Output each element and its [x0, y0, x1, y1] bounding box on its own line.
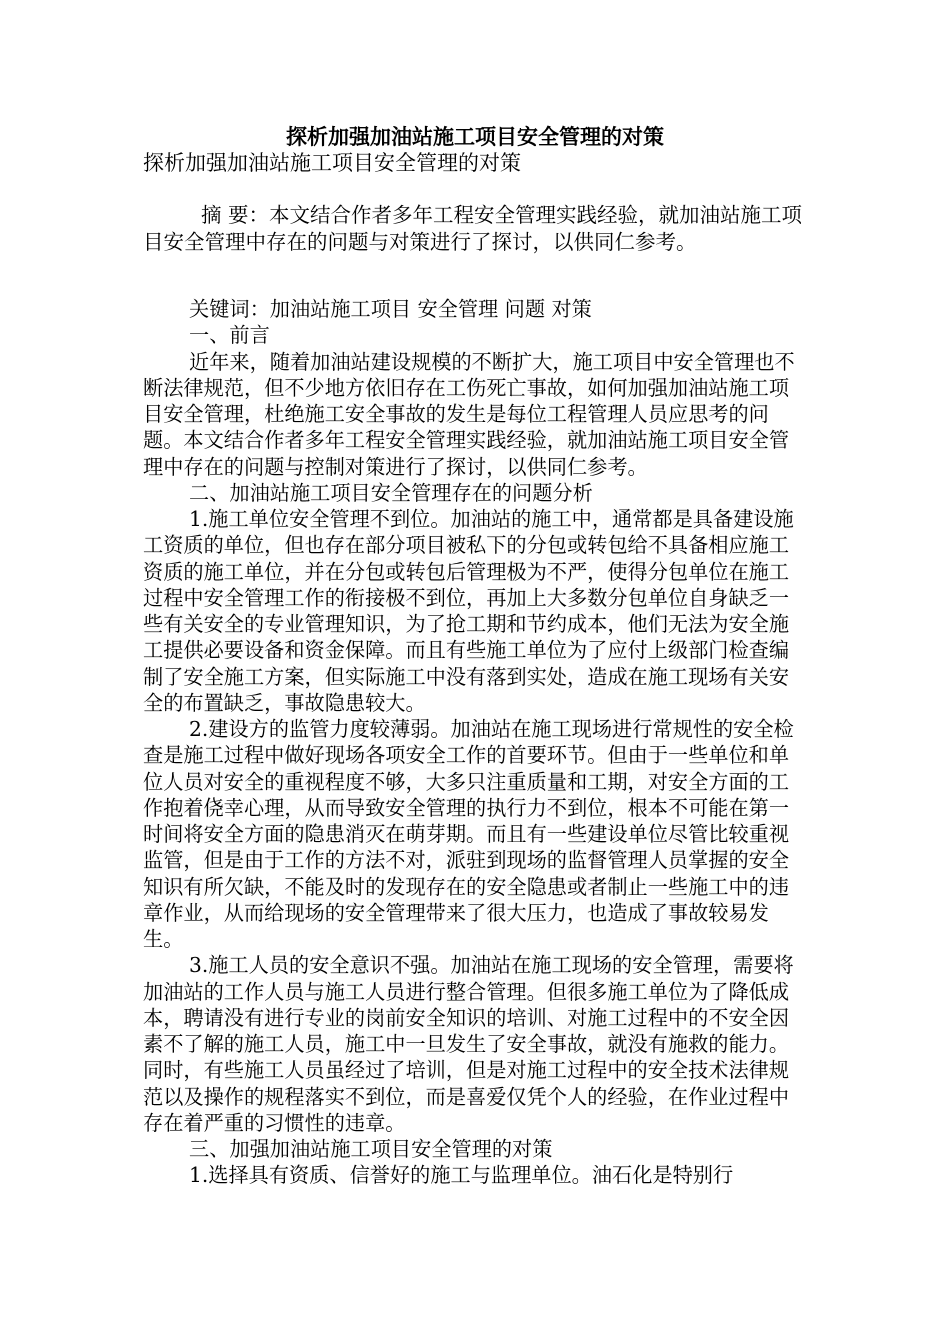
document-title: 探析加强加油站施工项目安全管理的对策	[286, 124, 664, 149]
document-body	[143, 296, 809, 1189]
body-paragraph: 3.施工人员的安全意识不强。加油站在施工现场的安全管理，需要将加油站的工作人员与施工人员进行整合管理。但很多施工单位为了降低成本，聘请没有进行专业的岗前安全知识的培训、对施工过程中的不安全因素不了解的施工人员，施工中一旦发生了安全事故，就没有施救的能力。同时，有些施工人员虽经过了培训，但是对施工过程中的安全技术法律规范以及操作的规程落实不到位，而是喜爱仅凭个人的经验，在作业过程中存在着严重的习惯性的违章。	[143, 953, 794, 1135]
abstract-paragraph: 摘 要：本文结合作者多年工程安全管理实践经验，就加油站施工项目安全管理中存在的问题与对策进行了探讨，以供同仁参考。	[143, 203, 803, 254]
document-subtitle: 探析加强加油站施工项目安全管理的对策	[143, 151, 521, 175]
body-paragraph: 2.建设方的监管力度较薄弱。加油站在施工现场进行常规性的安全检查是施工过程中做好现场各项安全工作的首要环节。但由于一些单位和单位人员对安全的重视程度不够，大多只注重质量和工期，对安全方面的工作抱着侥幸心理，从而导致安全管理的执行力不到位，根本不可能在第一时间将安全方面的隐患消灭在萌芽期。而且有一些建设单位尽管比较重视监管，但是由于工作的方法不对，派驻到现场的监督管理人员掌握的安全知识有所欠缺，不能及时的发现存在的安全隐患或者制止一些施工中的违章作业，从而给现场的安全管理带来了很大压力，也造成了事故较易发生。	[143, 717, 794, 951]
body-paragraph: 1.选择具有资质、信誉好的施工与监理单位。油石化是特别行	[189, 1163, 734, 1188]
keywords-line: 关键词：加油站施工项目 安全管理 问题 对策	[189, 297, 592, 321]
section-heading-intro: 一、前言	[189, 323, 270, 348]
body-paragraph: 1.施工单位安全管理不到位。加油站的施工中，通常都是具备建设施工资质的单位，但也存在部分项目被私下的分包或转包给不具备相应施工资质的施工单位，并在分包或转包后管理极为不严，使得分包单位在施工过程中安全管理工作的衔接极不到位，再加上大多数分包单位自身缺乏一些有关安全的专业管理知识，为了抢工期和节约成本，他们无法为安全施工提供必要设备和资金保障。而且有些施工单位为了应付上级部门检查编制了安全施工方案，但实际施工中没有落到实处，造成在施工现场有关安全的布置缺乏，事故隐患较大。	[143, 507, 794, 715]
section-heading-problems: 二、加油站施工项目安全管理存在的问题分析	[189, 480, 593, 505]
section-heading-countermeasures: 三、加强加油站施工项目安全管理的对策	[189, 1137, 553, 1161]
body-paragraph: 近年来，随着加油站建设规模的不断扩大，施工项目中安全管理也不断法律规范，但不少地方依旧存在工伤死亡事故，如何加强加油站施工项目安全管理，杜绝施工安全事故的发生是每位工程管理人员应思考的问题。本文结合作者多年工程安全管理实践经验，就加油站施工项目安全管理中存在的问题与控制对策进行了探讨，以供同仁参考。	[143, 349, 795, 479]
